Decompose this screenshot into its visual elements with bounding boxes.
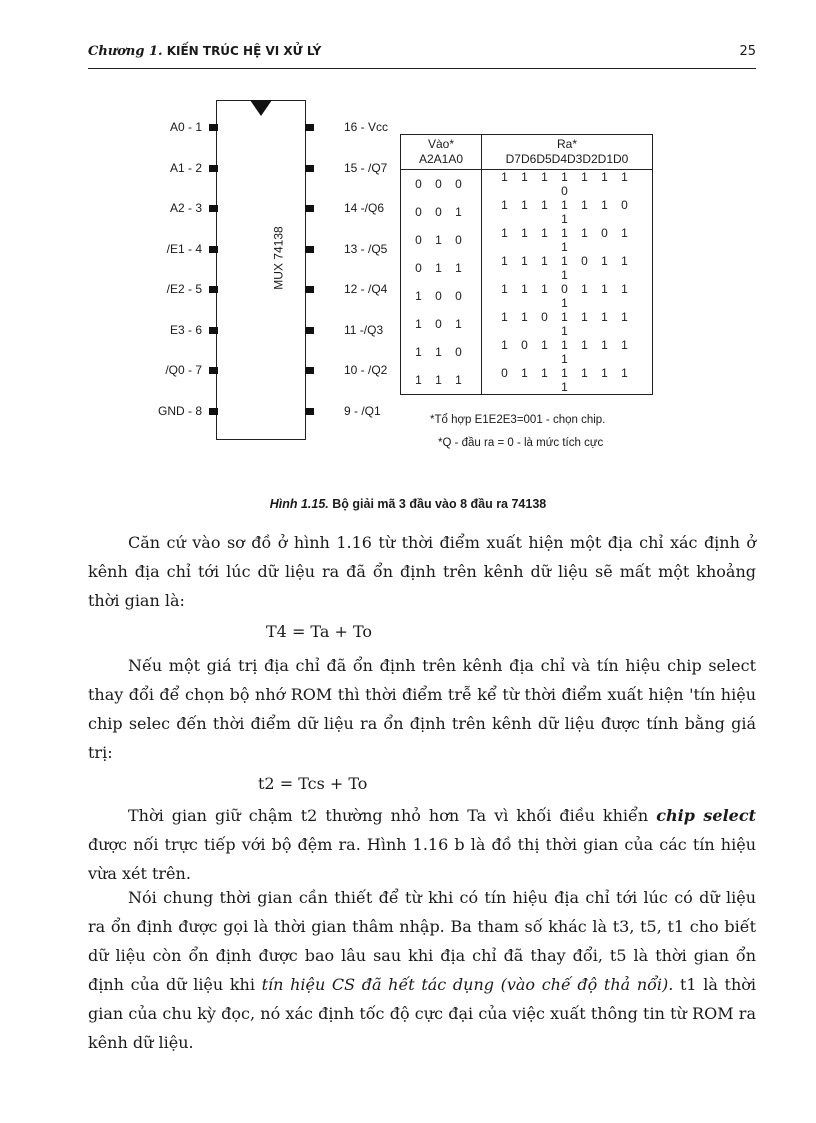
paragraph-4: [88, 883, 756, 1057]
right-pin: [305, 408, 314, 415]
paragraph-1-text: Căn cứ vào sơ đồ ở hình 1.16 từ thời điểm xuất hiện một địa chỉ xác định ở kênh địa chỉ tới lúc dữ liệu ra đã ổn định trên kênh dữ liệu sẽ mất một khoảng thời gian là:: [88, 533, 756, 610]
table-in-sub: A2A1A0: [418, 152, 464, 166]
table-header-in: [401, 135, 482, 170]
right-pin-label: 12 - /Q4: [344, 282, 388, 296]
right-pin-label: 9 - /Q1: [344, 403, 381, 418]
caption-label: Hình 1.15.: [269, 497, 329, 511]
left-pin-label: /E2 - 5: [166, 282, 202, 296]
table-cell-output: 1 1 1 1 0 1 1 1: [482, 254, 653, 282]
paragraph-2-text: Nếu một giá trị địa chỉ đã ổn định trên kênh địa chỉ và tín hiệu chip select thay đổi để chọn bộ nhớ ROM thì thời điểm trễ kể từ thời điểm xuất hiện 'tín hiệu chip selec đến thời điểm dữ liệu ra ổn định trên kênh dữ liệu được tính bằng giá trị:: [88, 656, 756, 762]
table-cell-input: 1 0 0: [401, 282, 482, 310]
paragraph-4-emphasis: tín hiệu CS đã hết tác dụng (vào chế độ thả nổi).: [261, 975, 674, 994]
paragraph-3-text-b: được nối trực tiếp với bộ đệm ra. Hình 1.16 b là đồ thị thời gian của các tín hiệu vừa xét trên.: [88, 835, 756, 883]
figure-caption: [0, 497, 816, 511]
table-cell-output: 1 1 1 1 1 1 0 1: [482, 198, 653, 226]
table-cell-output: 0 1 1 1 1 1 1 1: [482, 366, 653, 395]
table-row: [401, 282, 653, 310]
left-pin: [209, 408, 218, 415]
chapter-title: KIẾN TRÚC HỆ VI XỬ LÝ: [166, 44, 322, 58]
formula-2: t2 = Tcs + To: [258, 774, 368, 793]
formula-1: T4 = Ta + To: [266, 622, 373, 641]
table-cell-input: 0 1 0: [401, 226, 482, 254]
table-cell-input: 0 0 1: [401, 198, 482, 226]
table-out-sub: D7D6D5D4D3D2D1D0: [505, 152, 629, 166]
paragraph-4-text-a: Nói chung thời gian cần thiết để từ khi có tín hiệu địa chỉ tới lúc có dữ liệu ra ổn định được gọi là thời gian thâm nhập. Ba tham số khác là t3, t5, t1 cho biết dữ liệu còn ổn định được bao lâu sau khi địa chỉ đã thay đổi, t5 là thời gian ổn định của dữ liệu khi: [88, 888, 756, 994]
table-cell-output: 1 1 0 1 1 1 1 1: [482, 310, 653, 338]
chapter-heading: [88, 44, 321, 59]
right-pin: [305, 246, 314, 253]
figure-note-2: *Q - đầu ra = 0 - là mức tích cực: [438, 437, 604, 449]
page-header: [88, 38, 756, 69]
right-pin: [305, 205, 314, 212]
right-pin: [305, 367, 314, 374]
right-pin-label: 13 - /Q5: [344, 241, 388, 256]
table-row: [401, 366, 653, 395]
left-pin: [209, 205, 218, 212]
left-pin: [209, 367, 218, 374]
left-pin-label: A0 - 1: [169, 120, 202, 134]
left-pin-label: /E1 - 4: [166, 241, 202, 256]
table-row: [401, 170, 653, 199]
truth-table: [400, 134, 653, 395]
table-cell-input: 1 0 1: [401, 310, 482, 338]
chip-notch: [250, 100, 272, 116]
figure-note-1: *Tổ hợp E1E2E3=001 - chọn chip.: [430, 414, 606, 426]
right-pin-label: 11 -/Q3: [344, 322, 384, 337]
table-cell-output: 1 0 1 1 1 1 1 1: [482, 338, 653, 366]
right-pin-label: 14 -/Q6: [344, 201, 385, 215]
left-pin: [209, 165, 218, 172]
paragraph-4-text-b: t1 là thời gian của chu kỳ đọc, nó xác định tốc độ cực đại của việc xuất thông tin từ ROM ra kênh dữ liệu.: [88, 975, 757, 1052]
table-cell-input: 1 1 1: [401, 366, 482, 395]
table-cell-input: 0 1 1: [401, 254, 482, 282]
table-row: [401, 338, 653, 366]
page-number: 25: [739, 44, 756, 59]
table-row: [401, 254, 653, 282]
right-pin: [305, 165, 314, 172]
left-pin: [209, 327, 218, 334]
right-pin-label: 15 - /Q7: [344, 160, 388, 175]
table-cell-output: 1 1 1 1 1 1 1 0: [482, 170, 653, 199]
paragraph-3: [88, 801, 756, 888]
right-pin: [305, 124, 314, 131]
left-pin-label: GND - 8: [157, 403, 202, 418]
chip-body: [216, 100, 306, 440]
table-in-title: Vào*: [427, 137, 455, 151]
left-pin: [209, 286, 218, 293]
paragraph-3-emphasis: chip select: [656, 806, 756, 825]
chapter-prefix: Chương 1.: [88, 44, 163, 59]
left-pin: [209, 124, 218, 131]
right-pin: [305, 286, 314, 293]
table-row: [401, 198, 653, 226]
table-cell-output: 1 1 1 0 1 1 1 1: [482, 282, 653, 310]
paragraph-2: [88, 651, 756, 767]
left-pin-label: /Q0 - 7: [165, 363, 202, 377]
table-cell-output: 1 1 1 1 1 0 1 1: [482, 226, 653, 254]
paragraph-1: [88, 528, 756, 615]
left-pin-label: E3 - 6: [169, 322, 202, 337]
chip-name: MUX 74138: [271, 226, 286, 290]
right-pin-label: 16 - Vcc: [344, 120, 389, 134]
caption-text: Bộ giải mã 3 đầu vào 8 đầu ra 74138: [328, 497, 547, 511]
table-header-out: [482, 135, 653, 170]
table-row: [401, 310, 653, 338]
table-cell-input: 0 0 0: [401, 170, 482, 199]
table-row: [401, 226, 653, 254]
right-pin-label: 10 - /Q2: [344, 363, 388, 377]
truth-table-body: [401, 170, 653, 395]
table-cell-input: 1 1 0: [401, 338, 482, 366]
left-pin-label: A1 - 2: [169, 160, 202, 175]
left-pin-label: A2 - 3: [169, 201, 202, 215]
table-out-title: Ra*: [556, 137, 577, 151]
paragraph-3-text-a: Thời gian giữ chậm t2 thường nhỏ hơn Ta vì khối điều khiển: [128, 806, 657, 825]
right-pin: [305, 327, 314, 334]
left-pin: [209, 246, 218, 253]
